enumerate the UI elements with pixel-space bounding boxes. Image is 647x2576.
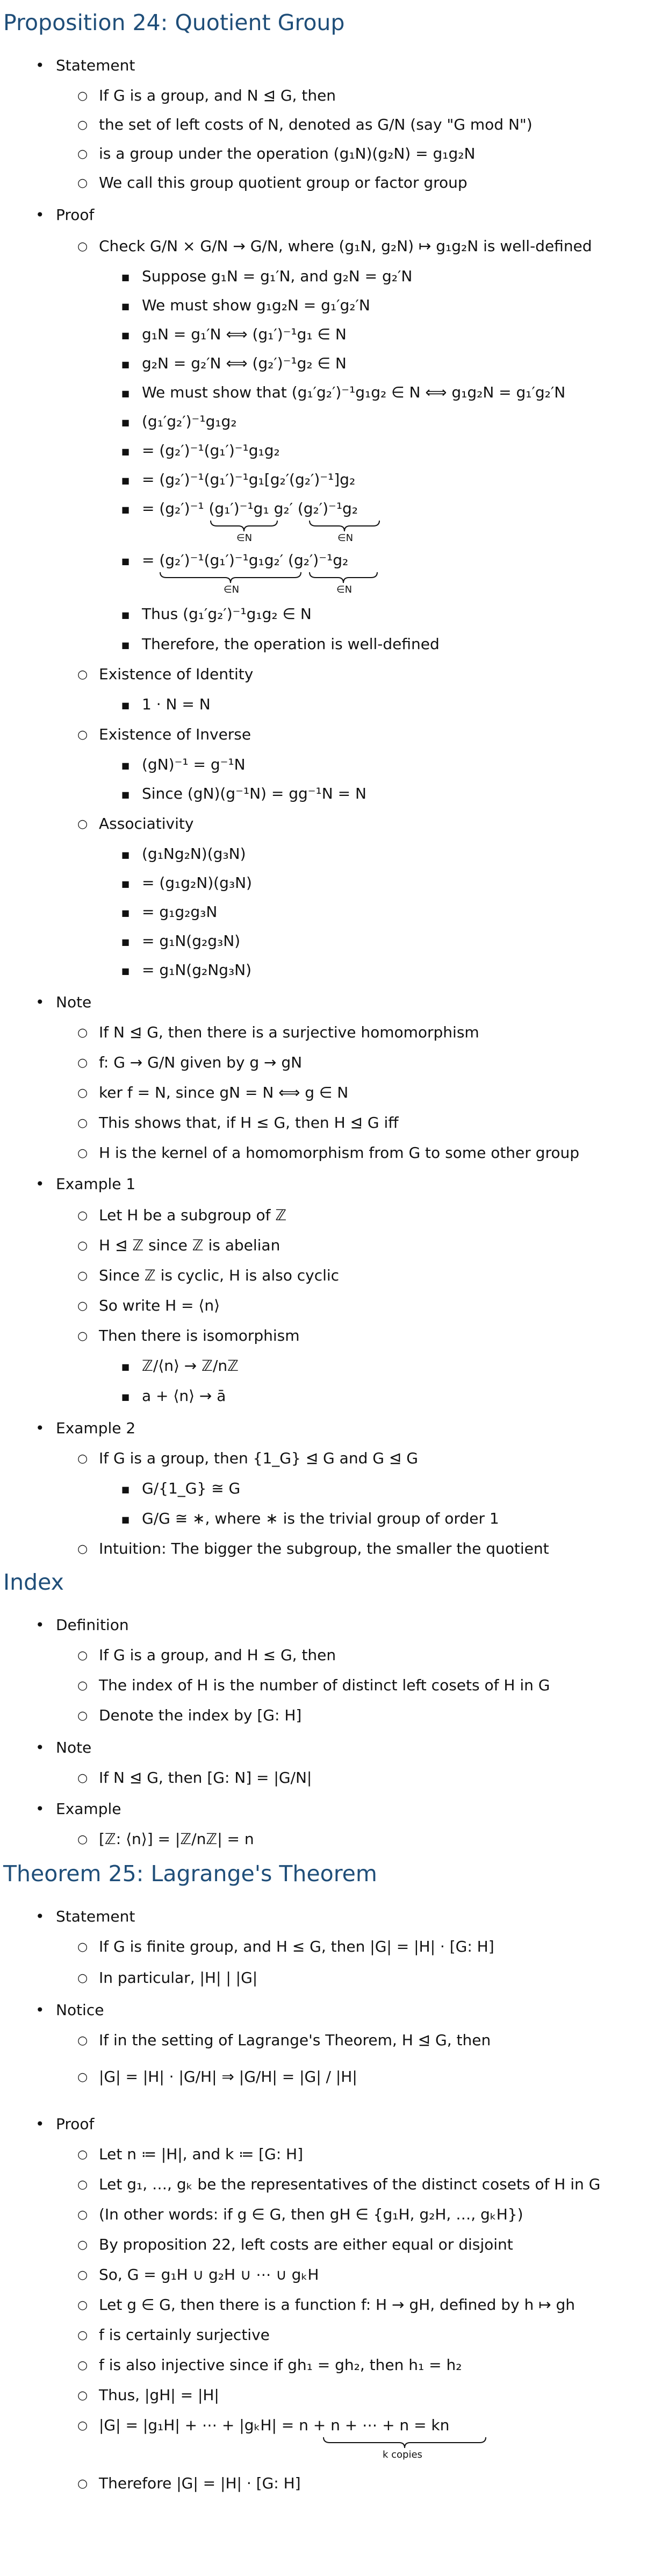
list-item: ■ ℤ/⟨n⟩ → ℤ/nℤ <box>142 1356 239 1376</box>
list-item: ○ is a group under the operation (g₁N)(g₂N) = g₁g₂N <box>99 144 475 163</box>
list-item: ○ If N ⊴ G, then [G: N] = |G/N| <box>99 1768 312 1788</box>
list-item: ■ (g₁Ng₂N)(g₃N) <box>142 844 246 864</box>
list-item: ○ Then there is isomorphism <box>99 1326 300 1346</box>
list-item: ■ G/{1_G} ≅ G <box>142 1479 240 1498</box>
underbrace <box>310 521 379 531</box>
list-item: ○ Therefore |G| = |H| · [G: H] <box>99 2474 301 2493</box>
in-n-label: ∈N <box>236 532 253 544</box>
underbrace-k-copies <box>322 2436 489 2449</box>
section-title-proposition-24: Proposition 24: Quotient Group <box>3 10 345 35</box>
note-heading: • Note <box>56 993 91 1012</box>
list-item: ■ We must show that (g₁′g₂′)⁻¹g₁g₂ ∈ N ⟺ g₁g₂N = g₁′g₂′N <box>142 383 565 402</box>
list-item-underbrace-1: ■ = (g₂′)⁻¹ (g₁′)⁻¹g₁ g₂′ (g₂′)⁻¹g₂ <box>142 499 358 518</box>
list-item: ■ (g₁′g₂′)⁻¹g₁g₂ <box>142 412 237 431</box>
example-1-heading: • Example 1 <box>56 1175 135 1194</box>
list-item: ■ = (g₂′)⁻¹(g₁′)⁻¹g₁[g₂′(g₂′)⁻¹]g₂ <box>142 470 355 489</box>
list-item: ○ f is certainly surjective <box>99 2325 270 2345</box>
list-item: ■ = g₁N(g₂Ng₃N) <box>142 960 251 980</box>
list-item: ○ Denote the index by [G: H] <box>99 1706 301 1725</box>
list-item: ○ So, G = g₁H ∪ g₂H ∪ ⋯ ∪ gₖH <box>99 2265 319 2285</box>
underbrace <box>310 572 377 583</box>
proof-heading: • Proof <box>56 205 94 225</box>
list-item: ○ Thus, |gH| = |H| <box>99 2386 219 2405</box>
k-copies-label: k copies <box>383 2449 422 2460</box>
list-item: ○ H ⊴ ℤ since ℤ is abelian <box>99 1236 280 1255</box>
list-item: ■ G/G ≅ ∗, where ∗ is the trivial group of order 1 <box>142 1509 499 1528</box>
example-2-heading: • Example 2 <box>56 1419 135 1438</box>
list-item: ○ Let g₁, …, gₖ be the representatives of the distinct cosets of H in G <box>99 2175 600 2194</box>
list-item: ■ g₂N = g₂′N ⟺ (g₂′)⁻¹g₂ ∈ N <box>142 354 347 373</box>
list-item: ■ Suppose g₁N = g₁′N, and g₂N = g₂′N <box>142 267 412 286</box>
list-item: ■ Since (gN)(g⁻¹N) = gg⁻¹N = N <box>142 784 366 803</box>
section-title-theorem-25: Theorem 25: Lagrange's Theorem <box>3 1861 377 1887</box>
list-item: ○ f is also injective since if gh₁ = gh₂, then h₁ = h₂ <box>99 2356 462 2375</box>
list-item: ○ If in the setting of Lagrange's Theorem, H ⊴ G, then <box>99 2031 491 2050</box>
list-item: ○ We call this group quotient group or factor group <box>99 173 468 193</box>
list-item: ○ Existence of Inverse <box>99 725 251 744</box>
list-item: ○ Check G/N × G/N → G/N, where (g₁N, g₂N) ↦ g₁g₂N is well-defined <box>99 237 592 256</box>
list-item: ○ So write H = ⟨n⟩ <box>99 1296 220 1315</box>
list-item: ○ If G is a group, and H ≤ G, then <box>99 1646 336 1665</box>
list-item: ○ This shows that, if H ≤ G, then H ⊴ G iff <box>99 1113 399 1133</box>
list-item: ■ Therefore, the operation is well-defined <box>142 635 440 654</box>
list-item-underbrace-2: ■ = (g₂′)⁻¹(g₁′)⁻¹g₁g₂′ (g₂′)⁻¹g₂ <box>142 551 348 570</box>
list-item: ■ 1 · N = N <box>142 695 211 714</box>
in-n-label: ∈N <box>336 584 353 595</box>
section-title-index: Index <box>3 1569 64 1595</box>
in-n-label: ∈N <box>224 584 240 595</box>
definition-heading: • Definition <box>56 1616 129 1635</box>
list-item: ○ Let n ≔ |H|, and k ≔ [G: H] <box>99 2145 303 2164</box>
list-item: ■ = g₁g₂g₃N <box>142 902 217 922</box>
list-item: ○ If N ⊴ G, then there is a surjective homomorphism <box>99 1023 479 1042</box>
list-item: ■ = g₁N(g₂g₃N) <box>142 931 240 951</box>
list-item: ■ (gN)⁻¹ = g⁻¹N <box>142 755 246 774</box>
list-item: ○ ker f = N, since gN = N ⟺ g ∈ N <box>99 1083 348 1102</box>
list-item: ■ = (g₂′)⁻¹(g₁′)⁻¹g₁g₂ <box>142 441 280 460</box>
statement-heading: • Statement <box>56 56 135 75</box>
list-item: ■ We must show g₁g₂N = g₁′g₂′N <box>142 296 370 315</box>
list-item: ○ f: G → G/N given by g → gN <box>99 1053 302 1072</box>
list-item: ○ If G is a group, and N ⊴ G, then <box>99 86 336 105</box>
underbrace <box>324 2437 486 2448</box>
list-item: ○ By proposition 22, left costs are either equal or disjoint <box>99 2235 513 2254</box>
list-item: ○ Associativity <box>99 814 193 834</box>
list-item: ○ Since ℤ is cyclic, H is also cyclic <box>99 1266 339 1285</box>
list-item: ■ Thus (g₁′g₂′)⁻¹g₁g₂ ∈ N <box>142 604 312 624</box>
list-item: ○ Let H be a subgroup of ℤ <box>99 1206 286 1225</box>
underbrace <box>160 572 301 583</box>
notice-heading: • Notice <box>56 2001 104 2020</box>
example-heading: • Example <box>56 1799 121 1819</box>
underbrace <box>211 521 277 531</box>
list-item: ○ Existence of Identity <box>99 665 253 684</box>
in-n-label: ∈N <box>337 532 354 544</box>
proof-heading: • Proof <box>56 2115 94 2134</box>
list-item: ○ If G is a group, then {1_G} ⊴ G and G ⊴ G <box>99 1449 418 1468</box>
list-item: ○ H is the kernel of a homomorphism from G to some other group <box>99 1143 579 1163</box>
list-item: ○ If G is finite group, and H ≤ G, then |G| = |H| · [G: H] <box>99 1937 494 1956</box>
note-heading: • Note <box>56 1738 91 1757</box>
statement-heading: • Statement <box>56 1907 135 1926</box>
list-item: ○ (In other words: if g ∈ G, then gH ∈ {g₁H, g₂H, …, gₖH}) <box>99 2205 523 2224</box>
list-item: ■ g₁N = g₁′N ⟺ (g₁′)⁻¹g₁ ∈ N <box>142 325 347 344</box>
list-item: ○ Let g ∈ G, then there is a function f: H → gH, defined by h ↦ gh <box>99 2295 575 2315</box>
list-item: ○ the set of left costs of N, denoted as G/N (say "G mod N") <box>99 115 533 134</box>
list-item: ○ [ℤ: ⟨n⟩] = |ℤ/nℤ| = n <box>99 1830 254 1849</box>
list-item: ○ |G| = |H| · |G/H| ⇒ |G/H| = |G| / |H| <box>99 2067 357 2087</box>
list-item: ■ = (g₁g₂N)(g₃N) <box>142 873 252 893</box>
list-item: ○ In particular, |H| | |G| <box>99 1968 257 1988</box>
list-item: ○ The index of H is the number of distinct left cosets of H in G <box>99 1676 550 1695</box>
list-item: ○ Intuition: The bigger the subgroup, the smaller the quotient <box>99 1539 549 1559</box>
list-item: ■ a + ⟨n⟩ → ā <box>142 1386 226 1406</box>
list-item: ○ |G| = |g₁H| + ⋯ + |gₖH| = n + n + ⋯ + n = kn <box>99 2416 449 2435</box>
